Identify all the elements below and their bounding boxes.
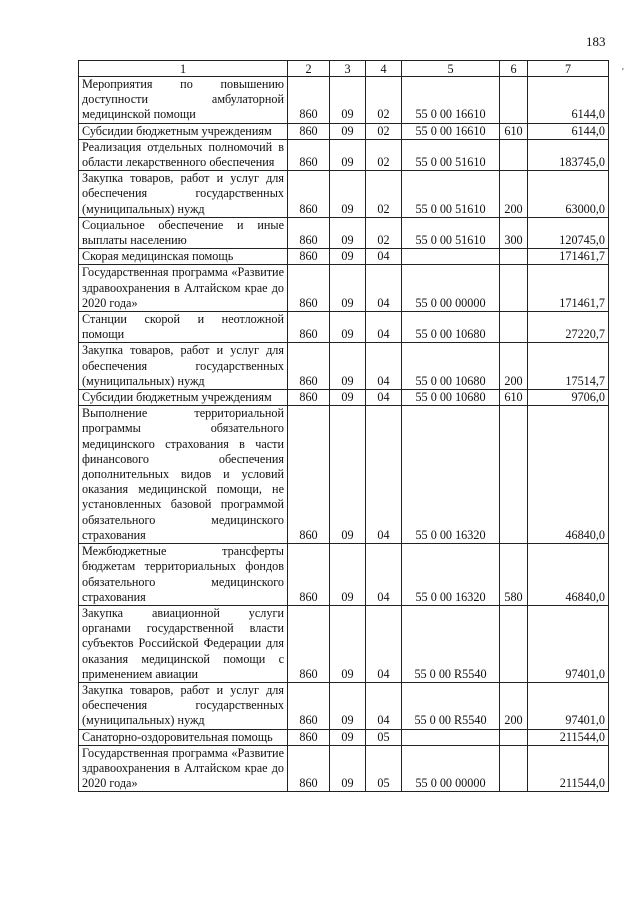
table-row [79,77,609,124]
amount-cell: 120745,0 [528,217,609,248]
amount-cell: 17514,7 [528,343,609,390]
expense-name-cell: Станции скорой и неотложной помощи [79,312,288,343]
subsection-cell: 04 [366,406,402,544]
subsection-cell: 02 [366,171,402,218]
ministry-code-cell: 860 [288,312,330,343]
column-header: 3 [330,61,366,77]
section-cell: 09 [330,406,366,544]
subsection-cell: 04 [366,682,402,729]
ministry-code-cell: 860 [288,390,330,406]
ministry-code-cell: 860 [288,343,330,390]
section-cell: 09 [330,217,366,248]
ministry-code-cell: 860 [288,123,330,139]
ministry-code-cell: 860 [288,544,330,606]
amount-cell: 171461,7 [528,249,609,265]
subsection-cell: 04 [366,390,402,406]
column-header: 1 [79,61,288,77]
subsection-cell: 04 [366,312,402,343]
expense-name-cell: Выполнение территориальной программы обязательного медицинского страхования в части финансового обеспечения дополнительных видов и условий оказания медицинской помощи, не установленных базовой программой обязательного медицинского страхования [79,406,288,544]
amount-cell: 211544,0 [528,729,609,745]
ministry-code-cell: 860 [288,605,330,682]
table-row [79,544,609,606]
expense-name-cell: Реализация отдельных полномочий в области лекарственного обеспечения [79,139,288,170]
expense-type-cell: 200 [500,171,528,218]
expense-name-cell: Социальное обеспечение и иные выплаты населению [79,217,288,248]
amount-cell: 46840,0 [528,406,609,544]
target-article-cell: 55 0 00 10680 [402,312,500,343]
expense-type-cell [500,729,528,745]
expense-type-cell: 200 [500,343,528,390]
amount-cell: 9706,0 [528,390,609,406]
target-article-cell: 55 0 00 00000 [402,265,500,312]
table-row [79,390,609,406]
table-row [79,217,609,248]
expense-name-cell: Государственная программа «Развитие здравоохранения в Алтайском крае до 2020 года» [79,745,288,792]
subsection-cell: 04 [366,265,402,312]
target-article-cell: 55 0 00 16320 [402,544,500,606]
table-row [79,605,609,682]
subsection-cell: 05 [366,745,402,792]
target-article-cell: 55 0 00 00000 [402,745,500,792]
target-article-cell: 55 0 00 10680 [402,343,500,390]
ministry-code-cell: 860 [288,682,330,729]
expense-type-cell: 300 [500,217,528,248]
budget-table [78,60,609,792]
table-row [79,729,609,745]
target-article-cell [402,249,500,265]
table-row [79,745,609,792]
subsection-cell: 04 [366,249,402,265]
expense-name-cell: Закупка товаров, работ и услуг для обеспечения государственных (муниципальных) нужд [79,171,288,218]
subsection-cell: 05 [366,729,402,745]
expense-name-cell: Государственная программа «Развитие здравоохранения в Алтайском крае до 2020 года» [79,265,288,312]
amount-cell: 63000,0 [528,171,609,218]
section-cell: 09 [330,171,366,218]
expense-name-cell: Скорая медицинская помощь [79,249,288,265]
table-row [79,265,609,312]
amount-cell: 27220,7 [528,312,609,343]
ministry-code-cell: 860 [288,729,330,745]
expense-name-cell: Субсидии бюджетным учреждениям [79,390,288,406]
expense-type-cell [500,77,528,124]
expense-name-cell: Межбюджетные трансферты бюджетам территориальных фондов обязательного медицинского страхования [79,544,288,606]
section-cell: 09 [330,139,366,170]
ministry-code-cell: 860 [288,265,330,312]
subsection-cell: 02 [366,139,402,170]
column-header: 5 [402,61,500,77]
target-article-cell: 55 0 00 R5540 [402,682,500,729]
section-cell: 09 [330,265,366,312]
subsection-cell: 02 [366,217,402,248]
expense-name-cell: Санаторно-оздоровительная помощь [79,729,288,745]
table-row [79,249,609,265]
amount-cell: 6144,0 [528,77,609,124]
expense-type-cell [500,265,528,312]
column-header: 7 [528,61,609,77]
expense-type-cell: 580 [500,544,528,606]
expense-name-cell: Субсидии бюджетным учреждениям [79,123,288,139]
expense-name-cell: Закупка товаров, работ и услуг для обеспечения государственных (муниципальных) нужд [79,343,288,390]
header-row [79,61,609,77]
target-article-cell: 55 0 00 16320 [402,406,500,544]
table-row [79,139,609,170]
expense-type-cell [500,139,528,170]
table-row [79,343,609,390]
subsection-cell: 02 [366,123,402,139]
table-row [79,682,609,729]
section-cell: 09 [330,123,366,139]
ministry-code-cell: 860 [288,406,330,544]
section-cell: 09 [330,249,366,265]
amount-cell: 171461,7 [528,265,609,312]
target-article-cell: 55 0 00 10680 [402,390,500,406]
subsection-cell: 02 [366,77,402,124]
target-article-cell [402,729,500,745]
expense-type-cell: 610 [500,390,528,406]
expense-name-cell: Мероприятия по повышению доступности амбулаторной медицинской помощи [79,77,288,124]
expense-type-cell [500,249,528,265]
amount-cell: 183745,0 [528,139,609,170]
expense-type-cell: 610 [500,123,528,139]
subsection-cell: 04 [366,544,402,606]
page-number: 183 [586,34,606,49]
amount-cell: 97401,0 [528,605,609,682]
ministry-code-cell: 860 [288,77,330,124]
section-cell: 09 [330,544,366,606]
section-cell: 09 [330,390,366,406]
ministry-code-cell: 860 [288,139,330,170]
column-header: 4 [366,61,402,77]
expense-type-cell [500,745,528,792]
table-row [79,406,609,544]
table-row [79,123,609,139]
target-article-cell: 55 0 00 16610 [402,77,500,124]
amount-cell: 211544,0 [528,745,609,792]
section-cell: 09 [330,343,366,390]
section-cell: 09 [330,729,366,745]
margin-mark: ' [622,67,624,78]
section-cell: 09 [330,682,366,729]
subsection-cell: 04 [366,343,402,390]
section-cell: 09 [330,605,366,682]
target-article-cell: 55 0 00 51610 [402,217,500,248]
expense-type-cell [500,406,528,544]
column-header: 2 [288,61,330,77]
section-cell: 09 [330,745,366,792]
target-article-cell: 55 0 00 51610 [402,171,500,218]
expense-type-cell [500,312,528,343]
ministry-code-cell: 860 [288,171,330,218]
column-header: 6 [500,61,528,77]
amount-cell: 97401,0 [528,682,609,729]
subsection-cell: 04 [366,605,402,682]
amount-cell: 6144,0 [528,123,609,139]
target-article-cell: 55 0 00 R5540 [402,605,500,682]
amount-cell: 46840,0 [528,544,609,606]
target-article-cell: 55 0 00 16610 [402,123,500,139]
table-row [79,312,609,343]
ministry-code-cell: 860 [288,249,330,265]
ministry-code-cell: 860 [288,745,330,792]
ministry-code-cell: 860 [288,217,330,248]
table-row [79,171,609,218]
expense-name-cell: Закупка товаров, работ и услуг для обеспечения государственных (муниципальных) нужд [79,682,288,729]
expense-type-cell: 200 [500,682,528,729]
section-cell: 09 [330,312,366,343]
target-article-cell: 55 0 00 51610 [402,139,500,170]
expense-name-cell: Закупка авиационной услуги органами государственной власти субъектов Российской Федерации для оказания медицинской помощи с применением авиации [79,605,288,682]
expense-type-cell [500,605,528,682]
section-cell: 09 [330,77,366,124]
